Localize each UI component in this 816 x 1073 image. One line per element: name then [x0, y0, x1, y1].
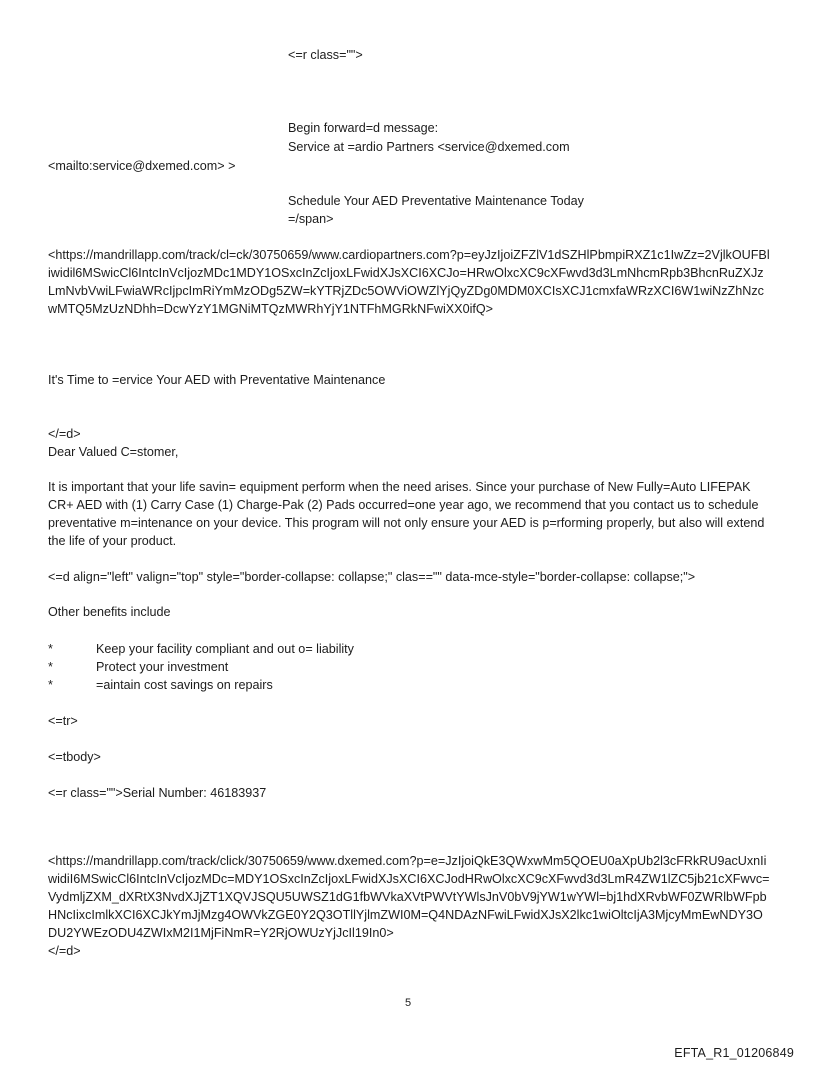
subject-line-1: Schedule Your AED Preventative Maintenance Today — [288, 194, 584, 208]
subject-line-2: =/span> — [288, 212, 334, 226]
tbody-tag-line: <=tbody> — [48, 750, 101, 764]
greeting-line: Dear Valued C=stomer, — [48, 445, 179, 459]
bullet-marker: * — [48, 642, 53, 656]
forward-mailto-line: <mailto:service@dxemed.com> > — [48, 159, 236, 173]
td-tag-line: <=d align="left" valign="top" style="border-collapse: collapse;" clas=="" data-mce-style="border-collapse: collapse;"> — [48, 570, 696, 584]
bullet-marker: * — [48, 660, 53, 674]
tracking-link-2[interactable]: <https://mandrillapp.com/track/click/30750659/www.dxemed.com?p=e=JzIjoiQkE3QWxwMm5QOEU0aXpUb2l3cFRkRU9acUxnIiwidiI6MSwicCl6IntcInVcIjozMDc=MDY1OSxcInZcIjoxLFwidXJsXCI6XCJodHRwOlxcXC9cXFwvd3d3LmR4ZW1lZC5jb21cXFwvc=VydmljZXM_dXRtX3NvdXJjZT1XQVJSQU5UWSZ1dG1fbWVkaXVtPWVtYWlsJnV0bV9jYW1wYWl=bj1hdXRvbWF0ZWRlbWFpbHNcIixcImlkXCI6XCJkYmJjMzg4OWVkZGE0Y2Q3OTllYjlmZWI0M=Q4NDAzNFwiLFwidXJsX2lkc1wiOltcIjA3MjcyMmEwNDY3ODU2YWEzODU4ZWIxM2I1MjFiNmR=Y2RjOWUzYjJcIl19In0> — [48, 854, 770, 940]
forward-from-line: Service at =ardio Partners <service@dxemed.com — [288, 140, 570, 154]
page-number: 5 — [404, 997, 412, 1009]
header-tag-line: <=r class=""> — [288, 48, 363, 62]
benefit-text: Keep your facility compliant and out o= liability — [96, 642, 354, 656]
close-tag-line-2: </=d> — [48, 944, 81, 958]
benefits-intro: Other benefits include — [48, 605, 171, 619]
list-item — [48, 658, 548, 676]
bullet-marker: * — [48, 678, 53, 692]
body-paragraph: It is important that your life savin= equipment perform when the need arises. Since your purchase of New Fully=Auto LIFEPAK CR+ AED with (1) Carry Case (1) Charge-Pak (2) Pads occurred=one year ago, we recommend that you contact us to schedule preventative m=intenance on your device. This program will not only ensure your AED is p=rforming properly, but also will extend the life of your product. — [48, 480, 765, 548]
benefit-text: =aintain cost savings on repairs — [96, 678, 273, 692]
email-headline: It's Time to =ervice Your AED with Preventative Maintenance — [48, 373, 386, 387]
close-tag-line-1: </=d> — [48, 427, 81, 441]
document-id: EFTA_R1_01206849 — [674, 1046, 794, 1060]
serial-number-line: <=r class="">Serial Number: 46183937 — [48, 786, 267, 800]
tr-tag-line: <=tr> — [48, 714, 78, 728]
benefit-text: Protect your investment — [96, 660, 229, 674]
tracking-link-1[interactable]: <https://mandrillapp.com/track/cl=ck/30750659/www.cardiopartners.com?p=eyJzIjoiZFZlV1dSZHlPbmpiRXZ1c1IwZz=2VjlkOUFBliwidil6MSwicCl6IntcInVcIjozMDc1MDY1OSxcInZcIjoxLFwidXJsXCI6XCJo=HRwOlxcXC9cXFwvd3d3LmNhcmRpb3BhcnRuZXJzLmNvbVwiLFwiaWRcIjpcImRiYmMzODg5ZW=kYTRjZDc5OWViOWZlYjQyZDg0MDM0XCIsXCJ1cmxfaWRzXCI6W1wiNzZhNzcwMTQ5MzUzNDhh=DcwYzY1MGNiMTQzMWRhYjY1NTFhMGRkNFwiXX0ifQ> — [48, 248, 770, 316]
list-item — [48, 676, 548, 694]
list-item — [48, 640, 548, 658]
forward-begin-line: Begin forward=d message: — [288, 121, 439, 135]
